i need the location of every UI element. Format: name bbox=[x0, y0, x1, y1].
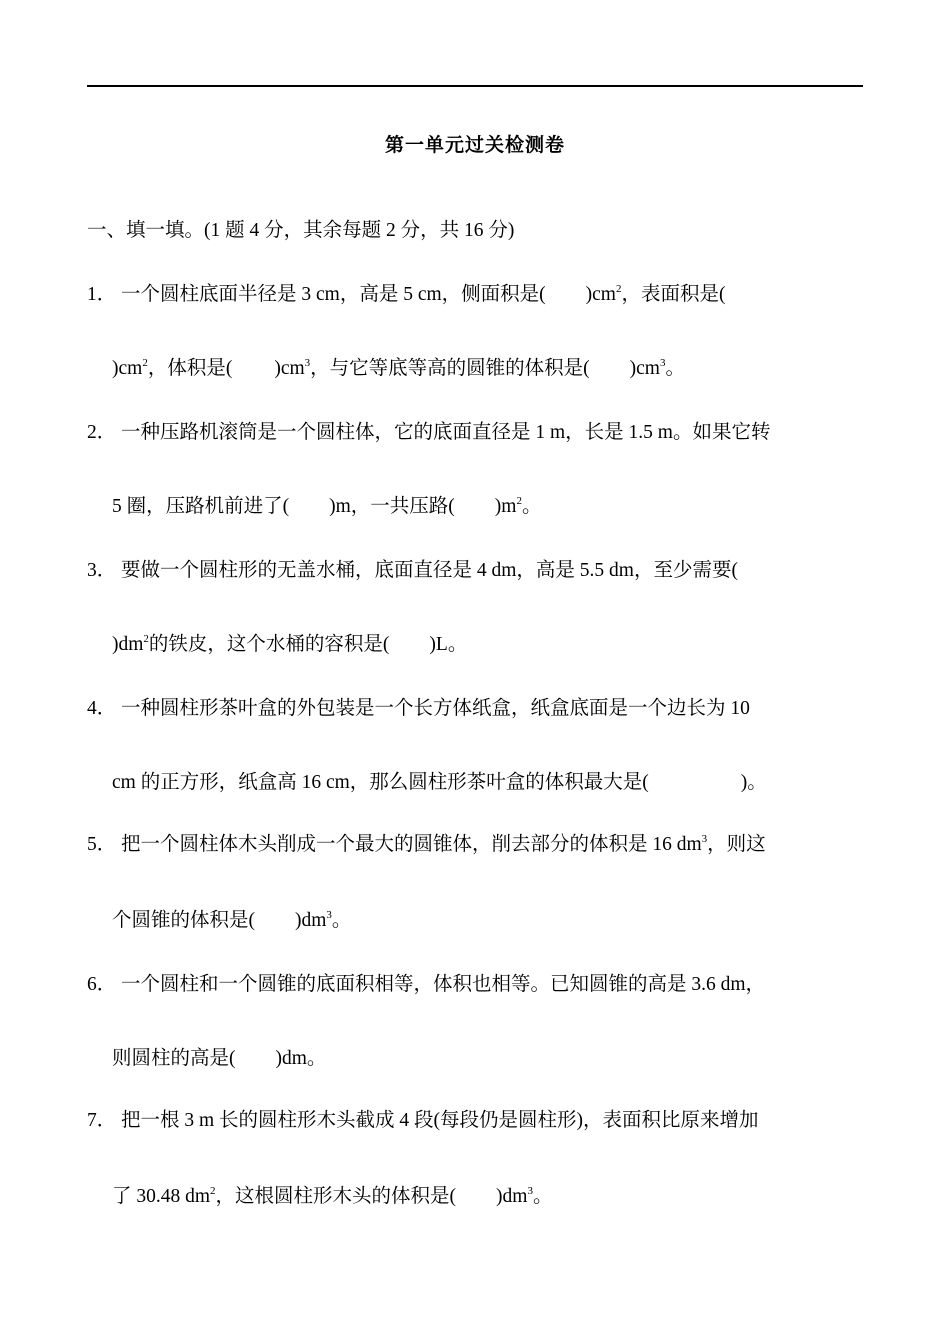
question-5: 5． 把一个圆柱体木头削成一个最大的圆锥体，削去部分的体积是 16 $dm^3$，则这 bbox=[87, 832, 766, 858]
header-rule bbox=[87, 85, 863, 87]
question-number: 7． bbox=[87, 1110, 117, 1131]
question-7-cont: 了 30.48 $dm^2$，这根圆柱形木头的体积是( )$dm^3$。 bbox=[112, 1185, 553, 1207]
question-number: 3． bbox=[87, 560, 117, 581]
question-number: 6． bbox=[87, 974, 117, 995]
question-2: 2． 一种压路机滚筒是一个圆柱体，它的底面直径是 1 m，长是 1.5 m。如果它转 bbox=[87, 420, 770, 446]
question-3-cont: )$dm^2$的铁皮，这个水桶的容积是( )L。 bbox=[112, 633, 468, 655]
question-number: 2． bbox=[87, 422, 117, 443]
question-number: 4． bbox=[87, 698, 117, 719]
question-number: 1． bbox=[87, 284, 117, 305]
question-1-cont: )$cm^2$，体积是( )$cm^3$，与它等底等高的圆锥的体积是( )$cm^3$。 bbox=[112, 357, 685, 379]
page-title: 第一单元过关检测卷 bbox=[384, 134, 565, 156]
question-2-cont: 5 圈，压路机前进了( )m，一共压路( )$m^2$。 bbox=[112, 495, 542, 517]
question-4-cont: cm 的正方形，纸盒高 16 cm，那么圆柱形茶叶盒的体积最大是( )。 bbox=[112, 772, 767, 793]
question-5-cont: 个圆锥的体积是( )$dm^3$。 bbox=[112, 909, 352, 931]
question-6: 6． 一个圆柱和一个圆锥的底面积相等，体积也相等。已知圆锥的高是 3.6 dm， bbox=[87, 972, 765, 998]
question-4: 4． 一种圆柱形茶叶盒的外包装是一个长方体纸盒，纸盒底面是一个边长为 10 bbox=[87, 696, 750, 722]
question-3: 3． 要做一个圆柱形的无盖水桶，底面直径是 4 dm，高是 5.5 dm，至少需要( bbox=[87, 558, 738, 584]
section-heading: 一、填一填。(1 题 4 分，其余每题 2 分，共 16 分) bbox=[87, 220, 515, 241]
question-1: 1． 一个圆柱底面半径是 3 cm，高是 5 cm，侧面积是( )$cm^2$，表面积是( bbox=[87, 282, 725, 308]
question-7: 7． 把一根 3 m 长的圆柱形木头截成 4 段(每段仍是圆柱形)，表面积比原来增加 bbox=[87, 1108, 759, 1134]
question-6-cont: 则圆柱的高是( )dm。 bbox=[112, 1048, 327, 1069]
question-number: 5． bbox=[87, 834, 117, 855]
